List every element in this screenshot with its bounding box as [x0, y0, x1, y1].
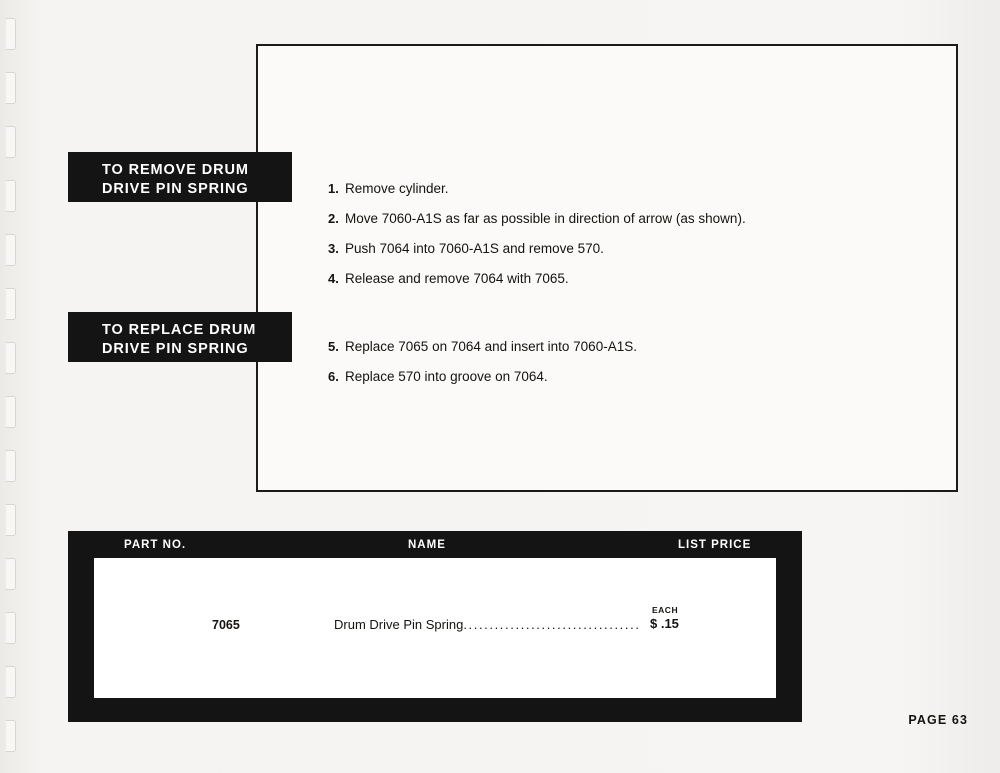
- step-number: 5.: [328, 339, 339, 354]
- step-text: Replace 570 into groove on 7064.: [345, 369, 548, 384]
- binder-punch: [6, 558, 16, 590]
- steps-list-replace: [328, 338, 888, 398]
- column-header-name: NAME: [408, 539, 446, 551]
- binder-punch: [6, 288, 16, 320]
- list-item: [328, 368, 888, 385]
- section-header-remove: [68, 152, 292, 202]
- step-number: 4.: [328, 271, 339, 286]
- steps-list-remove: [328, 180, 888, 300]
- column-header-part-no: PART NO.: [124, 539, 187, 551]
- cell-unit: EACH: [652, 605, 679, 615]
- section-header-remove-line2: DRIVE PIN SPRING: [102, 181, 249, 197]
- step-number: 1.: [328, 181, 339, 196]
- parts-table-header: [68, 531, 802, 558]
- cell-leader-dots: ..................................: [463, 617, 641, 632]
- step-text: Replace 7065 on 7064 and insert into 7060-A1S.: [345, 339, 637, 354]
- list-item: [328, 240, 888, 257]
- page-number: PAGE 63: [908, 713, 968, 727]
- step-text: Remove cylinder.: [345, 181, 449, 196]
- parts-table-body: [94, 558, 776, 698]
- binder-punch: [6, 396, 16, 428]
- binder-punch: [6, 342, 16, 374]
- binder-punch: [6, 72, 16, 104]
- step-text: Release and remove 7064 with 7065.: [345, 271, 569, 286]
- binder-punch: [6, 180, 16, 212]
- binder-punch: [6, 450, 16, 482]
- table-row: [94, 558, 776, 698]
- binder-punch: [6, 504, 16, 536]
- section-header-replace: [68, 312, 292, 362]
- step-text: Push 7064 into 7060-A1S and remove 570.: [345, 241, 604, 256]
- step-number: 6.: [328, 369, 339, 384]
- binder-punch: [6, 18, 16, 50]
- cell-part-no: 7065: [212, 618, 240, 632]
- binder-punch: [6, 126, 16, 158]
- cell-list-price: $ .15: [650, 616, 679, 631]
- binder-punch: [6, 666, 16, 698]
- list-item: [328, 338, 888, 355]
- list-item: [328, 180, 888, 197]
- cell-name: [334, 617, 704, 632]
- binder-punch: [6, 234, 16, 266]
- section-header-remove-line1: TO REMOVE DRUM: [102, 162, 249, 178]
- binder-punch: [6, 612, 16, 644]
- column-header-list-price: LIST PRICE: [678, 539, 752, 551]
- section-header-replace-line1: TO REPLACE DRUM: [102, 322, 257, 338]
- list-item: [328, 270, 888, 287]
- parts-table: [68, 531, 802, 722]
- step-number: 2.: [328, 211, 339, 226]
- list-item: [328, 210, 888, 227]
- section-header-replace-line2: DRIVE PIN SPRING: [102, 341, 249, 357]
- binder-punch: [6, 720, 16, 752]
- step-text: Move 7060-A1S as far as possible in direction of arrow (as shown).: [345, 211, 746, 226]
- step-number: 3.: [328, 241, 339, 256]
- cell-name-text: Drum Drive Pin Spring: [334, 617, 464, 632]
